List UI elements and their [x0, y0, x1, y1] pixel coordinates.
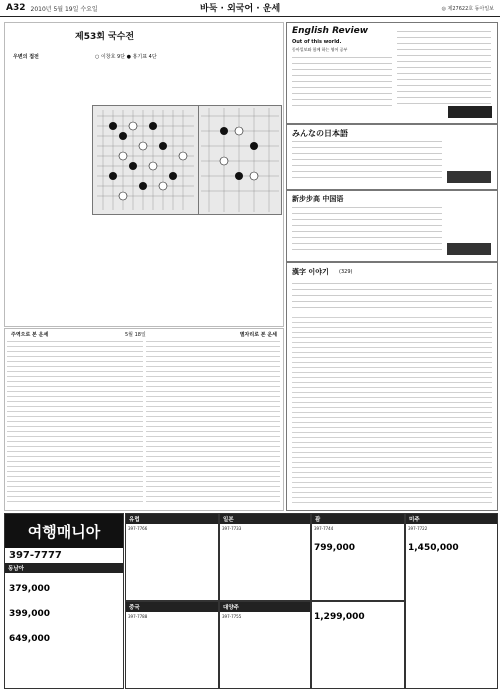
go-board-diagram-2: [198, 105, 282, 215]
ad-brand: 여행매니아: [5, 514, 123, 548]
ad-oceania[interactable]: [219, 601, 311, 689]
ad-china[interactable]: [125, 601, 219, 689]
section-title: 바둑 · 외국어 · 운세: [200, 4, 281, 14]
fortune-date: 5월 18일: [125, 332, 146, 338]
go-board-diagram: [92, 105, 199, 215]
ad-extra[interactable]: [311, 601, 405, 689]
hanja-number: (329): [339, 269, 353, 275]
baduk-players: ○ 이창호 9단 ● 홍기표 4단: [95, 54, 157, 60]
english-sub: 동아일보와 함께 하는 영어 공부: [292, 47, 348, 52]
ad-america-phone: 397-7722: [408, 526, 428, 531]
english-answers: [397, 31, 491, 107]
ad-oceania-header: 대양주: [220, 602, 310, 612]
ad-america[interactable]: [405, 513, 498, 689]
ad-europe-header: 유럽: [126, 514, 218, 524]
english-body: [292, 57, 392, 107]
ad-phone: 397-7777: [9, 550, 62, 561]
ad-price-row-1: [5, 573, 123, 598]
hanja-body: [292, 317, 492, 503]
ad-price-6: 1,450,000: [408, 543, 459, 553]
go-board-svg-2: [199, 106, 281, 214]
ad-extra-price-row: [312, 602, 404, 625]
baduk-title: 제53회 국수전: [75, 32, 135, 42]
ad-oceania-phone: 397-7755: [222, 614, 242, 619]
fortune-title-right: 별자리로 본 운세: [239, 332, 277, 338]
ad-block-label-southeast: 동남아: [5, 563, 123, 573]
ad-america-header: 미주: [406, 514, 497, 524]
hanja-quote: [292, 283, 492, 311]
fortune-title-left: 주역으로 본 운세: [11, 332, 49, 338]
ad-price-5: 1,299,000: [314, 612, 365, 622]
ad-guam-phone: 397-7744: [314, 526, 334, 531]
ad-guam-header: 괌: [312, 514, 404, 524]
page-date: 2010년 5월 19일 수요일: [30, 5, 98, 13]
fortune-section: [4, 328, 284, 511]
ad-japan[interactable]: [219, 513, 311, 601]
ad-travel-main[interactable]: [4, 513, 124, 689]
japanese-sponsor-logo: [447, 171, 491, 183]
ad-china-phone: 397-7788: [128, 614, 148, 619]
ad-america-price-row: [406, 533, 497, 556]
chinese-title: 新步步高 中国语: [292, 195, 344, 203]
ad-japan-phone: 397-7733: [222, 526, 242, 531]
baduk-commentary: [11, 107, 88, 317]
paper-name: ◎ 제27622호 동아일보: [441, 6, 494, 12]
japanese-section: [286, 124, 498, 190]
chinese-body: [292, 207, 442, 255]
english-sponsor-logo: [448, 106, 492, 118]
page-header: [0, 0, 500, 17]
ad-price-1: 379,000: [9, 584, 50, 594]
ad-japan-header: 일본: [220, 514, 310, 524]
baduk-section: [4, 22, 284, 327]
chinese-sponsor-logo: [447, 243, 491, 255]
go-board-svg: [93, 106, 198, 214]
baduk-subtitle: 우변의 접전: [13, 54, 39, 60]
ad-china-header: 중국: [126, 602, 218, 612]
ad-price-2: 399,000: [9, 609, 50, 619]
english-title: English Review: [292, 26, 369, 36]
ad-price-3: 649,000: [9, 634, 50, 644]
fortune-column-left: [7, 341, 143, 506]
japanese-title: みんなの日本語: [292, 129, 348, 138]
ad-price-row-3: [5, 623, 123, 648]
english-lead: Out of this world.: [292, 39, 342, 45]
ad-guam[interactable]: [311, 513, 405, 601]
ad-price-row-2: [5, 598, 123, 623]
hanja-section: [286, 262, 498, 511]
english-review-section: [286, 22, 498, 124]
japanese-body: [292, 141, 442, 183]
page-number: A32: [6, 3, 26, 13]
hanja-title: 漢字 이야기: [292, 268, 329, 276]
chinese-section: [286, 190, 498, 262]
ad-europe[interactable]: [125, 513, 219, 601]
fortune-column-right: [146, 341, 280, 506]
ad-guam-price-row: [312, 533, 404, 556]
ad-europe-phone: 397-7766: [128, 526, 148, 531]
ad-price-4: 799,000: [314, 543, 355, 553]
